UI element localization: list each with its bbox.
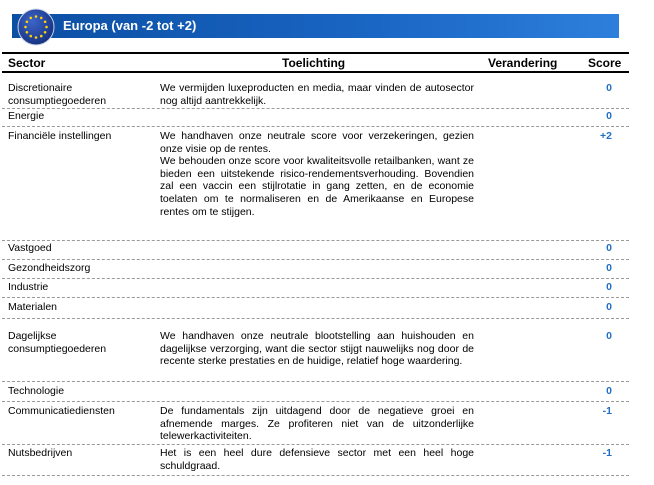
- row-explanation: Het is een heel dure defensieve sector met een heel hoge schuldgraad.: [160, 447, 474, 472]
- row-score: 0: [606, 82, 612, 94]
- row-sector: Vastgoed: [8, 242, 52, 254]
- row-score: -1: [602, 405, 612, 417]
- row-sector: Nutsbedrijven: [8, 447, 73, 459]
- row-sector: Gezondheidszorg: [8, 262, 91, 274]
- header-bottom-rule: [2, 71, 629, 73]
- row-score: +2: [600, 130, 612, 142]
- row-score: 0: [606, 242, 612, 254]
- row-divider: [2, 108, 629, 109]
- row-sector: Communicatiediensten: [8, 405, 115, 417]
- row-explanation: De fundamentals zijn uitdagend door de negatieve groei en afnemende marges. Ze profiteren niet van de uitzonderlijke telewerkactiviteiten.: [160, 405, 474, 443]
- row-divider: [2, 401, 629, 402]
- row-divider: [2, 240, 629, 241]
- row-sector: Dagelijkse consumptiegoederen: [8, 330, 107, 355]
- row-sector: Industrie: [8, 281, 49, 293]
- row-sector: Financiële instellingen: [8, 130, 112, 142]
- row-score: -1: [602, 447, 612, 459]
- row-explanation: We handhaven onze neutrale blootstelling aan huishouden en dagelijkse verzorging, want die sector stijgt nauwelijks nog door de recente sterke prestaties en de huidige, relatief hoge waardering.: [160, 330, 474, 368]
- row-divider: [2, 259, 629, 260]
- row-score: 0: [606, 281, 612, 293]
- row-sector: Technologie: [8, 385, 65, 397]
- column-header-score: Score: [588, 56, 622, 70]
- column-header-explanation: Toelichting: [282, 56, 346, 70]
- row-score: 0: [606, 330, 612, 342]
- row-score: 0: [606, 385, 612, 397]
- table-top-rule: [2, 52, 629, 54]
- row-explanation: We handhaven onze neutrale score voor verzekeringen, gezien onze visie op de rentes. We behouden onze score voor kwaliteitsvolle retailbanken, want ze bieden een uitstekende risico-rendementsverhouding. Bovendien zal een vaccin een stijlrotatie in gang zetten, en de economie toelaten om te normaliseren en de Amerikaanse en Europese rentes om te stijgen.: [160, 130, 474, 218]
- row-divider: [2, 278, 629, 279]
- row-score: 0: [606, 262, 612, 274]
- row-explanation: We vermijden luxeproducten en media, maar vinden de autosector nog altijd aantrekkelijk.: [160, 82, 474, 107]
- row-divider: [2, 444, 629, 445]
- row-score: 0: [606, 301, 612, 313]
- row-sector: Materialen: [8, 301, 58, 313]
- section-header: [8, 6, 615, 46]
- row-divider: [2, 318, 629, 319]
- row-sector: Discretionaire consumptiegoederen: [8, 82, 107, 107]
- page-title: Europa (van -2 tot +2): [63, 18, 197, 33]
- column-header-sector: Sector: [8, 56, 46, 70]
- row-divider: [2, 381, 629, 382]
- row-divider: [2, 126, 629, 127]
- eu-flag-icon: [17, 8, 55, 46]
- table-bottom-rule: [2, 475, 629, 476]
- row-sector: Energie: [8, 110, 45, 122]
- row-divider: [2, 297, 629, 298]
- column-header-change: Verandering: [488, 56, 558, 70]
- row-score: 0: [606, 110, 612, 122]
